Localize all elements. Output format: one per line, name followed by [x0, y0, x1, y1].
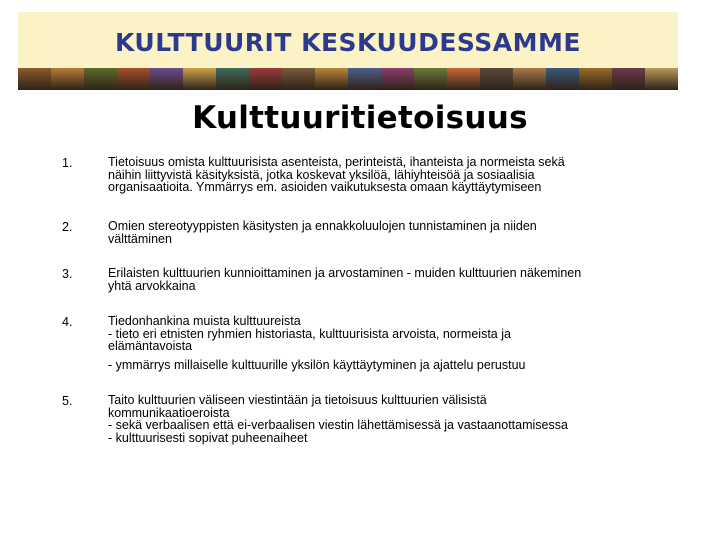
banner-photo-tile: [480, 68, 513, 90]
banner-photo-tile: [315, 68, 348, 90]
item-line: Omien stereotyyppisten käsitysten ja ennakkoluulojen tunnistaminen ja niiden: [108, 219, 537, 233]
banner-photo-tile: [546, 68, 579, 90]
banner-image-strip: [18, 68, 678, 90]
item-number: 5.: [62, 394, 73, 408]
item-line: kommunikaatioeroista: [108, 405, 230, 420]
item-line: Erilaisten kulttuurien kunnioittaminen ja arvostaminen - muiden kulttuurien näkeminen: [108, 266, 582, 280]
banner-photo-tile: [183, 68, 216, 90]
banner-photo-tile: [381, 68, 414, 90]
banner-photo-tile: [216, 68, 249, 90]
banner-photo-tile: [282, 68, 315, 90]
item-text: [108, 315, 668, 371]
banner-photo-tile: [414, 68, 447, 90]
banner-photo-tile: [18, 68, 51, 90]
item-number: 2.: [62, 220, 73, 234]
item-number: 4.: [62, 315, 73, 329]
item-number: 1.: [62, 156, 73, 170]
item-line: elämäntavoista: [108, 339, 193, 353]
item-line: välttäminen: [108, 231, 172, 246]
banner-photo-tile: [447, 68, 480, 90]
banner-photo-tile: [117, 68, 150, 90]
item-line: - tieto eri etnisten ryhmien historiasta, kulttuurisista arvoista, normeista ja: [108, 326, 511, 341]
header-banner: [18, 12, 678, 90]
item-line: näihin liittyvistä käsityksistä, jotka koskevat yksilöä, lähiyhteisöä ja sosiaalisia: [108, 167, 535, 182]
banner-photo-tile: [645, 68, 678, 90]
banner-photo-tile: [249, 68, 282, 90]
banner-photo-tile: [51, 68, 84, 90]
item-number: 3.: [62, 267, 73, 281]
item-line: Tietoisuus omista kulttuurisista asenteista, perinteistä, ihanteista ja normeista sekä: [108, 155, 565, 169]
banner-photo-tile: [579, 68, 612, 90]
item-text: [108, 267, 668, 292]
item-text: [108, 220, 668, 245]
page-title: Kulttuuritietoisuus: [192, 100, 528, 136]
item-text: [108, 156, 668, 194]
item-line: - sekä verbaalisen että ei-verbaalisen viestin lähettämisessä ja vastaanottamisessa: [108, 418, 568, 432]
banner-photo-tile: [84, 68, 117, 90]
item-line: organisaatioita. Ymmärrys em. asioiden vaikutuksesta omaan käyttäytymiseen: [108, 180, 542, 194]
banner-title: KULTTUURIT KESKUUDESSAMME: [114, 28, 581, 57]
item-line: yhtä arvokkaina: [108, 278, 196, 293]
banner-photo-tile: [612, 68, 645, 90]
banner-photo-tile: [150, 68, 183, 90]
item-line: Tiedonhankina muista kulttuureista: [108, 314, 301, 328]
item-text: [108, 394, 668, 444]
item-line: - ymmärrys millaiselle kulttuurille yksilön käyttäytyminen ja ajattelu perustuu: [108, 357, 526, 372]
banner-photo-tile: [513, 68, 546, 90]
banner-photo-tile: [348, 68, 381, 90]
item-line: - kulttuurisesti sopivat puheenaiheet: [108, 430, 308, 445]
item-line: Taito kulttuurien väliseen viestintään ja tietoisuus kulttuurien välisistä: [108, 393, 487, 407]
